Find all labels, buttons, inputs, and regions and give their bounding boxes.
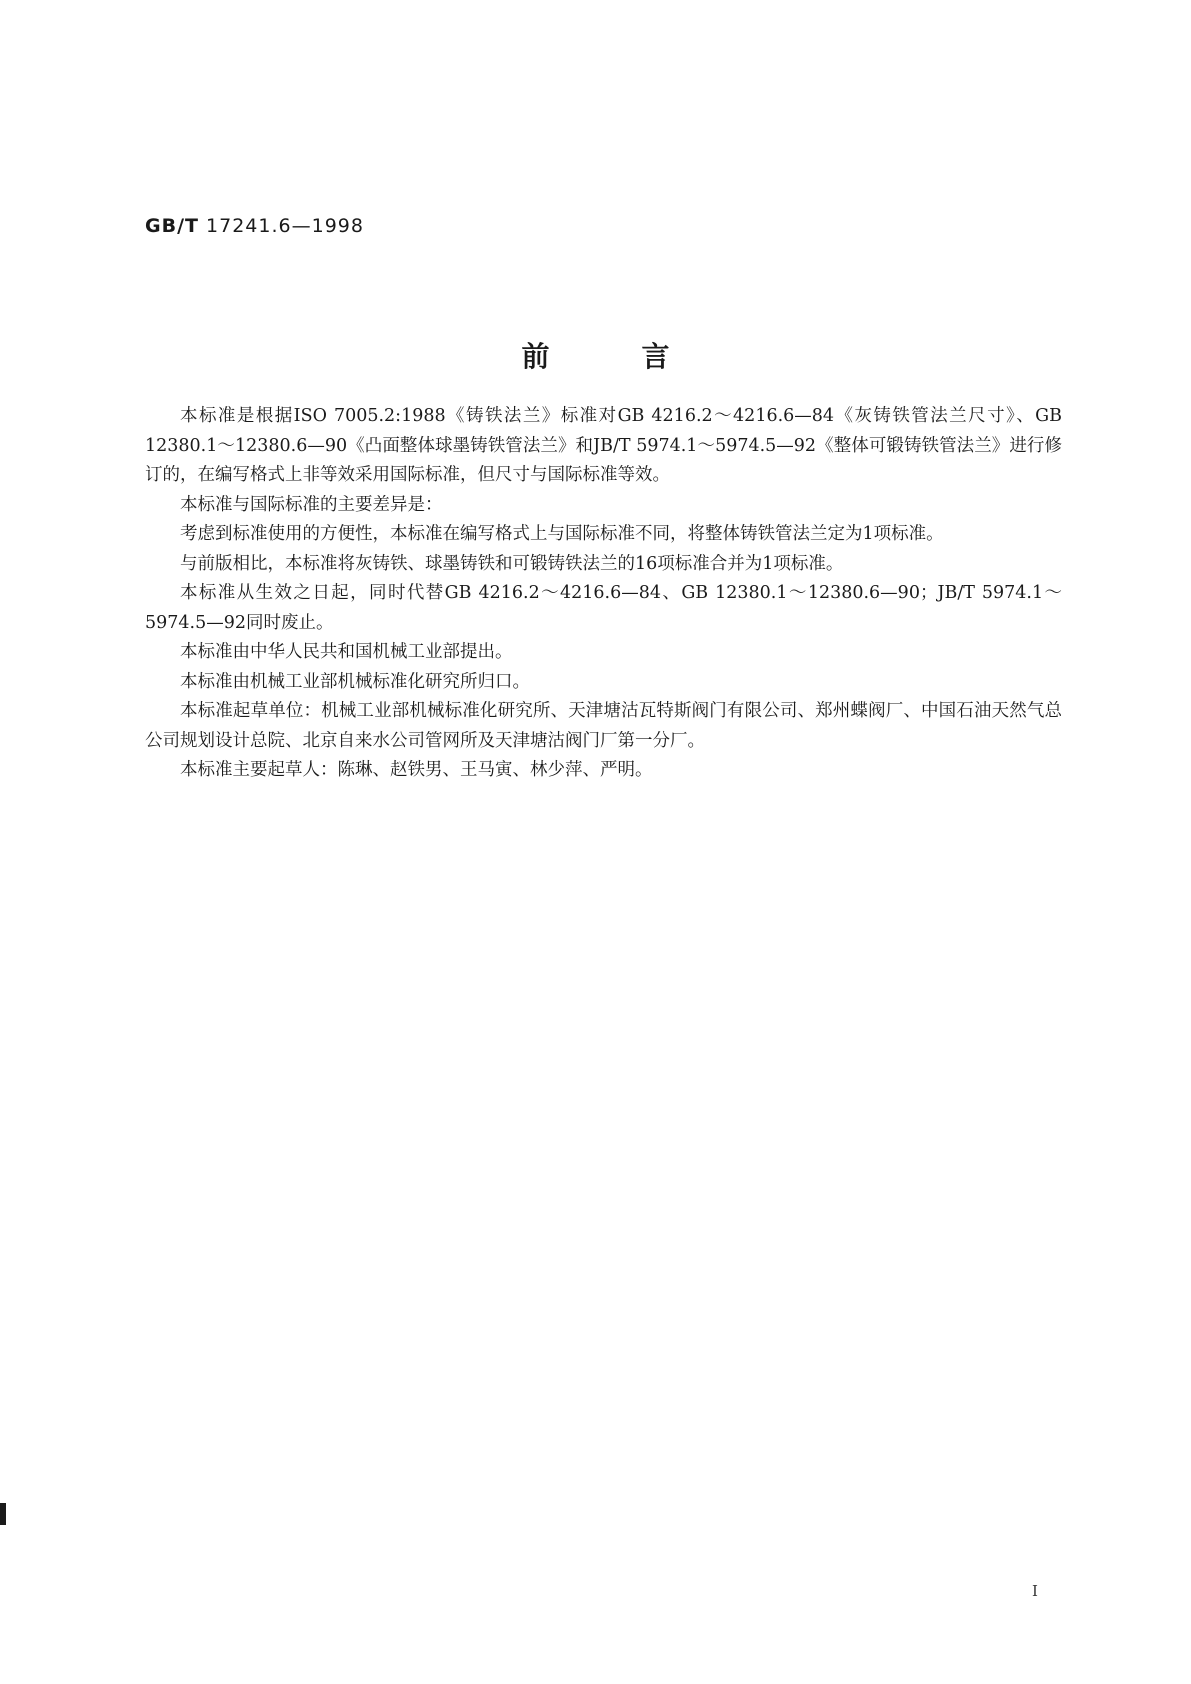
paragraph-replaces: 本标准从生效之日起，同时代替GB 4216.2～4216.6—84、GB 12380.1～12380.6—90；JB/T 5974.1～5974.5—92同时废止。 (145, 583, 1062, 633)
paragraph-proposed-by: 本标准由中华人民共和国机械工业部提出。 (180, 642, 513, 662)
paragraph-differences-intro: 本标准与国际标准的主要差异是： (180, 494, 443, 515)
standard-number (145, 215, 364, 237)
title-char-1: 前 (521, 340, 550, 373)
scan-edge-mark (0, 1503, 6, 1525)
paragraph-differences: 考虑到标准使用的方便性，本标准在编写格式上与国际标准不同，将整体铸铁管法兰定为1项标准。 (180, 524, 944, 544)
paragraph-merge: 与前版相比，本标准将灰铸铁、球墨铸铁和可锻铸铁法兰的16项标准合并为1项标准。 (180, 553, 844, 574)
title-char-2: 言 (641, 340, 670, 373)
page-number: I (1032, 1582, 1038, 1600)
paragraph-drafting-units: 本标准起草单位：机械工业部机械标准化研究所、天津塘沽瓦特斯阀门有限公司、郑州蝶阀厂、中国石油天然气总公司规划设计总院、北京自来水公司管网所及天津塘沽阀门厂第一分厂。 (145, 701, 1062, 751)
paragraph-drafters: 本标准主要起草人：陈琳、赵铁男、王马寅、林少萍、严明。 (180, 760, 653, 780)
page-title (0, 335, 1191, 375)
paragraph-centralized-by: 本标准由机械工业部机械标准化研究所归口。 (180, 671, 530, 692)
paragraph-basis: 本标准是根据ISO 7005.2:1988《铸铁法兰》标准对GB 4216.2～4216.6—84《灰铸铁管法兰尺寸》、GB 12380.1～12380.6—90《凸面整体球墨铸铁管法兰》和JB/T 5974.1～5974.5—92《整体可锻铸铁管法兰》进行修订的，在编写格式上非等效采用国际标准，但尺寸与国际标准等效。 (145, 406, 1062, 485)
standard-code: 17241.6—1998 (206, 215, 364, 237)
foreword-body (145, 402, 1062, 786)
standard-prefix: GB/T (145, 215, 199, 237)
